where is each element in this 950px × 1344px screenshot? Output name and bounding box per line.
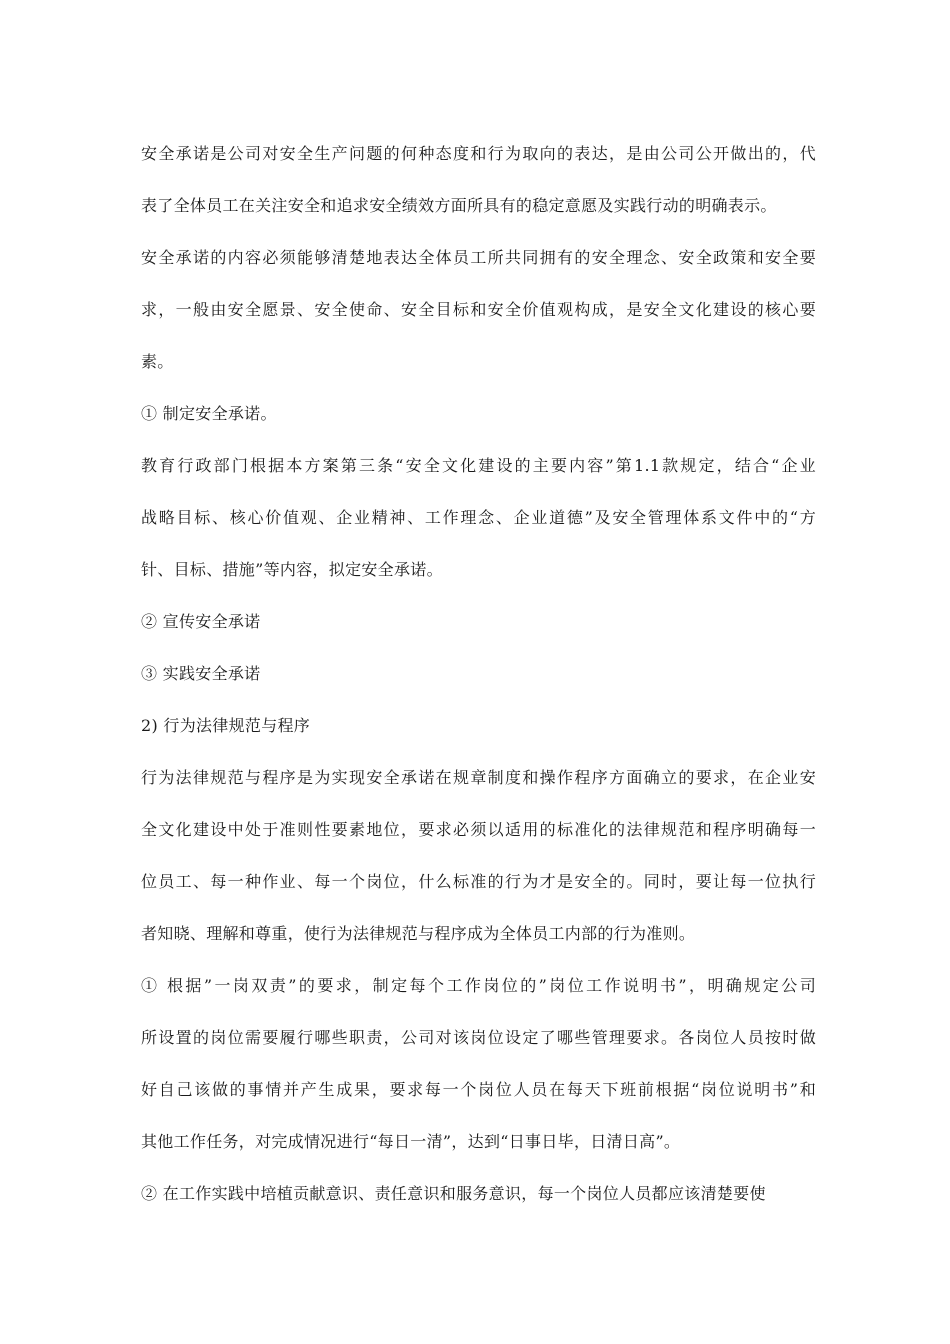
text-line: 所设置的岗位需要履行哪些职责，公司对该岗位设定了哪些管理要求。各岗位人员按时做: [141, 1028, 816, 1047]
text-line: 者知晓、理解和尊重，使行为法律规范与程序成为全体员工内部的行为准则。: [141, 924, 696, 943]
paragraph: [141, 648, 816, 700]
text-line: 行为法律规范与程序是为实现安全承诺在规章制度和操作程序方面确立的要求，在企业安: [141, 768, 816, 787]
text-line: ① 制定安全承诺。: [141, 404, 277, 423]
text-line: ③ 实践安全承诺: [141, 664, 261, 683]
paragraph: [141, 960, 816, 1168]
paragraph: [141, 440, 816, 596]
text-line: 好自己该做的事情并产生成果，要求每一个岗位人员在每天下班前根据“岗位说明书”和: [141, 1080, 816, 1099]
paragraph: [141, 128, 816, 232]
text-line: ① 根据”一岗双责”的要求，制定每个工作岗位的”岗位工作说明书”，明确规定公司: [141, 976, 816, 995]
text-line: 安全承诺是公司对安全生产问题的何种态度和行为取向的表达，是由公司公开做出的，代: [141, 144, 816, 163]
paragraph: [141, 1168, 816, 1220]
text-line: 其他工作任务，对完成情况进行“每日一清”，达到“日事日毕，日清日高”。: [141, 1132, 681, 1151]
text-line: 教育行政部门根据本方案第三条“安全文化建设的主要内容”第1.1款规定，结合“企业: [141, 456, 816, 475]
text-line: ② 在工作实践中培植贡献意识、责任意识和服务意识，每一个岗位人员都应该清楚要使: [141, 1184, 766, 1203]
paragraph: [141, 388, 816, 440]
text-line: 2) 行为法律规范与程序: [141, 716, 311, 735]
text-line: 求，一般由安全愿景、安全使命、安全目标和安全价值观构成，是安全文化建设的核心要: [141, 300, 816, 319]
text-line: 战略目标、核心价值观、企业精神、工作理念、企业道德”及安全管理体系文件中的“方: [141, 508, 816, 527]
document-body: [141, 128, 816, 1220]
paragraph: [141, 596, 816, 648]
text-line: 安全承诺的内容必须能够清楚地表达全体员工所共同拥有的安全理念、安全政策和安全要: [141, 248, 816, 267]
text-line: 全文化建设中处于准则性要素地位，要求必须以适用的标准化的法律规范和程序明确每一: [141, 820, 816, 839]
text-line: 位员工、每一种作业、每一个岗位，什么标准的行为才是安全的。同时，要让每一位执行: [141, 872, 816, 891]
text-line: 针、目标、措施”等内容，拟定安全承诺。: [141, 560, 443, 579]
text-line: ② 宣传安全承诺: [141, 612, 261, 631]
paragraph: [141, 752, 816, 960]
text-line: 素。: [141, 352, 174, 371]
text-line: 表了全体员工在关注安全和追求安全绩效方面所具有的稳定意愿及实践行动的明确表示。: [141, 196, 777, 215]
paragraph: [141, 232, 816, 388]
paragraph: [141, 700, 816, 752]
